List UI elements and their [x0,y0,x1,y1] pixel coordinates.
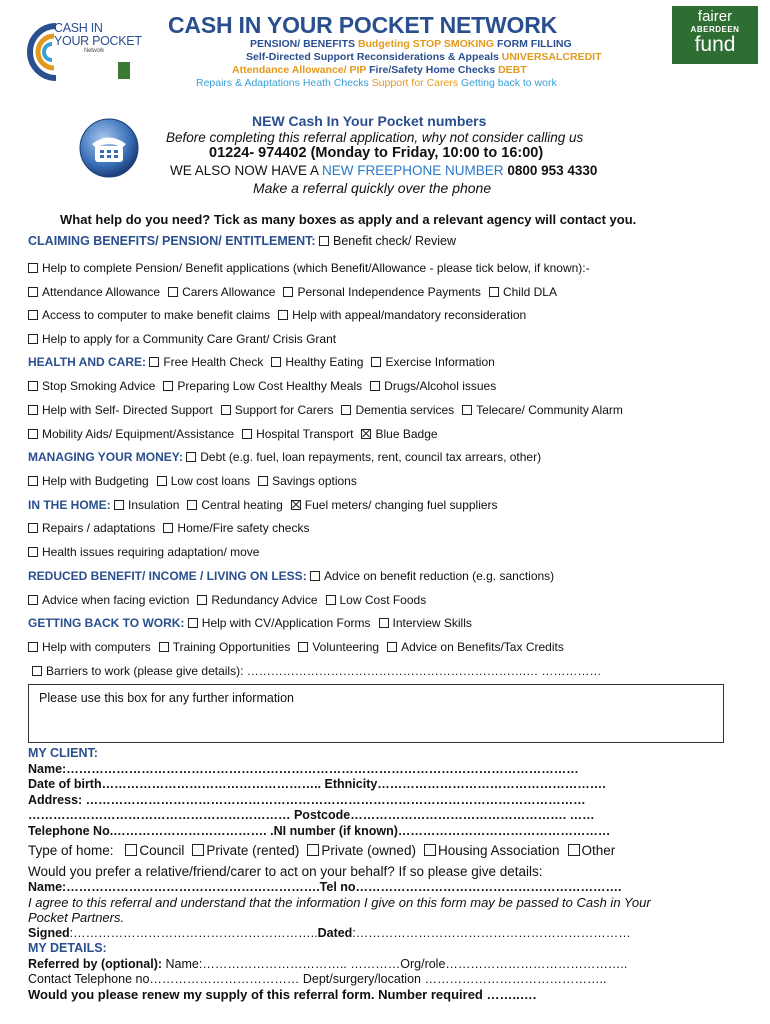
option-label: Help with Budgeting [42,474,149,488]
tagline-segment: Fire/Safety Home Checks [369,64,499,76]
client-postcode-field[interactable]: ……………………………………………………… Postcode……………………………………………. …… [28,808,595,822]
option-label: Advice on benefit reduction (e.g. sanctions) [324,569,555,583]
referred-by-label: Referred by (optional): [28,957,163,971]
callout-phone-number: 01224- 974402 (Monday to Friday, 10:00 to 16:00) [209,145,544,161]
checkbox[interactable] [370,381,380,391]
option-label: Benefit check/ Review [333,234,456,248]
checkbox[interactable] [291,500,301,510]
option-label: Telecare/ Community Alarm [476,403,623,417]
claiming-heading-line [28,234,456,248]
client-dob-field[interactable]: Date of birth…………………………………………….. Ethnicity………………………………………………. [28,777,606,791]
option-label: Hospital Transport [256,427,354,441]
checkbox[interactable] [163,381,173,391]
barriers-line [32,664,601,678]
further-info-placeholder: Please use this box for any further information [39,691,294,705]
tagline-segment: Support for Carers [371,77,461,89]
further-info-textarea[interactable] [28,684,724,743]
work-heading-line [28,616,480,630]
checkbox[interactable] [188,618,198,628]
contact-telephone-field[interactable]: Contact Telephone no……………………………… Dept/surgery/location …………………………………….. [28,972,607,986]
tagline-segment: UNIVERSALCREDIT [501,51,602,63]
checkbox[interactable] [319,236,329,246]
checkbox[interactable] [28,547,38,557]
fairer-fund-mini-badge [118,62,130,79]
cash-in-your-pocket-logo [26,18,146,84]
home-heading: IN THE HOME: [28,498,111,512]
checkbox[interactable] [361,429,371,439]
checkbox[interactable] [163,523,173,533]
option-label: Drugs/Alcohol issues [384,379,497,393]
consent-line-1: I agree to this referral and understand that the information I give on this form may be passed to Cash in Your [28,895,651,910]
tagline-segment: Getting back to work [461,77,557,89]
checkbox[interactable] [326,595,336,605]
consent-line-2: Pocket Partners. [28,910,125,925]
health-line-3 [28,427,446,441]
option-label: Personal Independence Payments [297,285,481,299]
work-line-1 [28,640,572,654]
checkbox[interactable] [387,642,397,652]
option-label: Low cost loans [170,474,251,488]
health-inline [149,355,502,369]
checkbox[interactable] [310,571,320,581]
referred-by-field[interactable]: Name:…………………………….. …………Org/role…………………………………….. [162,957,628,971]
option-label: Preparing Low Cost Healthy Meals [177,379,363,393]
checkbox[interactable] [28,595,38,605]
claiming-line-1 [28,261,598,275]
option-label: Free Health Check [163,355,264,369]
checkbox[interactable] [186,452,196,462]
question-heading: What help do you need? Tick as many boxes as apply and a relevant agency will contact you. [60,212,637,227]
tagline-row-2 [246,51,602,63]
option-label: Home/Fire safety checks [177,521,310,535]
health-heading-line [28,355,503,369]
freephone-pre: WE ALSO NOW HAVE A [170,163,323,178]
home-type-options [117,843,615,858]
freephone-label: NEW FREEPHONE NUMBER [322,163,508,178]
signed-dated-line [28,926,631,940]
checkbox[interactable] [489,287,499,297]
home-type-label: Private (rented) [206,843,300,858]
checkbox[interactable] [28,476,38,486]
checkbox[interactable] [28,310,38,320]
option-label: Help with computers [42,640,151,654]
option-label: Interview Skills [392,616,472,630]
claiming-heading: CLAIMING BENEFITS/ PENSION/ ENTITLEMENT: [28,234,316,248]
logo-line-1: CASH IN [54,21,103,35]
option-label: Insulation [128,498,180,512]
home-type-label: Private (owned) [321,843,416,858]
checkbox[interactable] [283,287,293,297]
checkbox[interactable] [379,618,389,628]
home-type-line [28,843,615,858]
checkbox[interactable] [371,357,381,367]
relative-name-field[interactable]: Name:…………………………………………………….Tel no………………………………………………………. [28,880,622,894]
home-type-checkbox[interactable] [192,844,204,856]
option-label: Blue Badge [375,427,438,441]
option-label: Low Cost Foods [339,593,427,607]
relative-question: Would you prefer a relative/friend/carer to act on your behalf? If so please give details: [28,864,543,879]
logo-right-line-1: fairer [697,8,733,25]
option-label: Help to apply for a Community Care Grant/ Crisis Grant [42,332,337,346]
option-label: Help with appeal/mandatory reconsideration [292,308,527,322]
checkbox[interactable] [258,476,268,486]
client-address-field[interactable]: Address: ………………………………………………………………………………………………………… [28,793,586,807]
health-heading: HEALTH AND CARE: [28,355,146,369]
checkbox[interactable] [28,334,38,344]
option-label: Help with CV/Application Forms [201,616,371,630]
reduced-heading: REDUCED BENEFIT/ INCOME / LIVING ON LESS: [28,569,307,583]
option-label: Help with Self- Directed Support [42,403,213,417]
work-heading: GETTING BACK TO WORK: [28,616,185,630]
signed-label: Signed [28,926,70,940]
work-inline [188,616,480,630]
checkbox[interactable] [341,405,351,415]
checkbox[interactable] [114,500,124,510]
option-label: Debt (e.g. fuel, loan repayments, rent, council tax arrears, other) [200,450,542,464]
fairer-aberdeen-fund-logo [672,6,758,64]
checkbox[interactable] [242,429,252,439]
checkbox[interactable] [197,595,207,605]
checkbox[interactable] [32,666,42,676]
option-label: Advice when facing eviction [42,593,190,607]
client-telephone-field[interactable]: Telephone No.………………………………. .NI number (if known)…………………………………………… [28,824,611,838]
home-type-checkbox[interactable] [307,844,319,856]
tagline-row-3 [232,64,527,76]
money-heading-line [28,450,541,464]
checkbox[interactable] [221,405,231,415]
barriers-label[interactable]: Barriers to work (please give details): …………………………………………………………….… …………… [46,664,602,678]
option-label: Advice on Benefits/Tax Credits [401,640,564,654]
home-line-2 [28,545,267,559]
reduced-heading-line [28,569,554,583]
option-label: Support for Carers [234,403,334,417]
option-label: Redundancy Advice [211,593,318,607]
home-inline [114,498,506,512]
callout-tagline: Make a referral quickly over the phone [253,180,492,196]
tagline-segment: Repairs & Adaptations [196,77,303,89]
option-label: Training Opportunities [172,640,291,654]
client-heading: MY CLIENT: [28,746,98,760]
checkbox[interactable] [28,642,38,652]
option-label: Dementia services [355,403,455,417]
logo-right-line-2: ABERDEEN [690,25,740,34]
option-label: Health issues requiring adaptation/ move [42,545,260,559]
checkbox[interactable] [159,642,169,652]
tagline-segment: Attendance Allowance/ PIP [232,64,370,76]
checkbox[interactable] [28,381,38,391]
logo-line-3: Network [84,48,104,54]
option-label: Mobility Aids/ Equipment/Assistance [42,427,235,441]
option-label: Access to computer to make benefit claims [42,308,271,322]
dated-label: Dated [317,926,353,940]
home-type-checkbox[interactable] [424,844,436,856]
option-label: Healthy Eating [285,355,364,369]
details-heading: MY DETAILS: [28,941,107,955]
checkbox[interactable] [28,429,38,439]
option-label: Attendance Allowance [42,285,161,299]
checkbox[interactable] [271,357,281,367]
checkbox[interactable] [149,357,159,367]
logo-right-line-3: fund [694,33,736,56]
home-type-label: Housing Association [437,843,560,858]
tagline-segment: Heath Checks [302,77,372,89]
logo-line-2: YOUR POCKET [54,34,142,48]
tagline-segment: DEBT [498,64,527,76]
checkbox[interactable] [187,500,197,510]
option-label: Savings options [272,474,357,488]
option-label: Exercise Information [385,355,495,369]
reduced-line-1 [28,593,434,607]
checkbox[interactable] [168,287,178,297]
home-type-checkbox[interactable] [568,844,580,856]
checkbox[interactable] [157,476,167,486]
option-label: Child DLA [502,285,557,299]
tagline-segment: STOP SMOKING [412,38,497,50]
checkbox[interactable] [28,405,38,415]
referred-by-line [28,957,627,971]
checkbox[interactable] [28,287,38,297]
checkbox[interactable] [462,405,472,415]
option-label: Repairs / adaptations [42,521,156,535]
tagline-row-4 [196,77,557,89]
option-label: Stop Smoking Advice [42,379,156,393]
tagline-row-1 [250,38,572,50]
option-label: Fuel meters/ changing fuel suppliers [304,498,498,512]
checkbox[interactable] [278,310,288,320]
telephone-icon [78,117,140,179]
money-heading: MANAGING YOUR MONEY: [28,450,183,464]
checkbox[interactable] [28,523,38,533]
home-type-label: Council [139,843,185,858]
option-label: Volunteering [312,640,380,654]
option-label: Carers Allowance [182,285,276,299]
tagline-segment: Budgeting [357,38,413,50]
renew-request-field[interactable]: Would you please renew my supply of this referral form. Number required ……..…. [28,987,537,1002]
home-type-label: Type of home: [28,843,114,858]
claiming-line-2 [28,285,565,299]
home-line-1 [28,521,317,535]
dated-field[interactable]: :………………………………………………………… [352,926,631,940]
tagline-segment: Self-Directed Support Reconsiderations & Appeals [246,51,502,63]
option-label: Help to complete Pension/ Benefit applications (which Benefit/Allowance - please tick below, if known):- [42,261,590,275]
client-name-field[interactable]: Name:…………………………………………………………………………………………………………… [28,762,579,776]
option-label: Central heating [201,498,283,512]
home-heading-line [28,498,506,512]
money-line-1 [28,474,365,488]
freephone-number: 0800 953 4330 [507,163,598,178]
tagline-segment: PENSION/ BENEFITS [250,38,358,50]
claiming-line-3 [28,308,534,322]
page-title: CASH IN YOUR POCKET NETWORK [168,12,558,38]
callout-heading: NEW Cash In Your Pocket numbers [252,113,487,129]
freephone-line [170,163,597,178]
signed-field[interactable]: :………………………………………………….. [69,926,318,940]
checkbox[interactable] [28,263,38,273]
home-type-checkbox[interactable] [125,844,137,856]
checkbox[interactable] [298,642,308,652]
claiming-line-4 [28,332,344,346]
tagline-segment: FORM FILLING [496,38,572,50]
callout-intro: Before completing this referral application, why not consider calling us [166,130,584,145]
health-line-1 [28,379,504,393]
home-type-label: Other [581,843,616,858]
health-line-2 [28,403,631,417]
